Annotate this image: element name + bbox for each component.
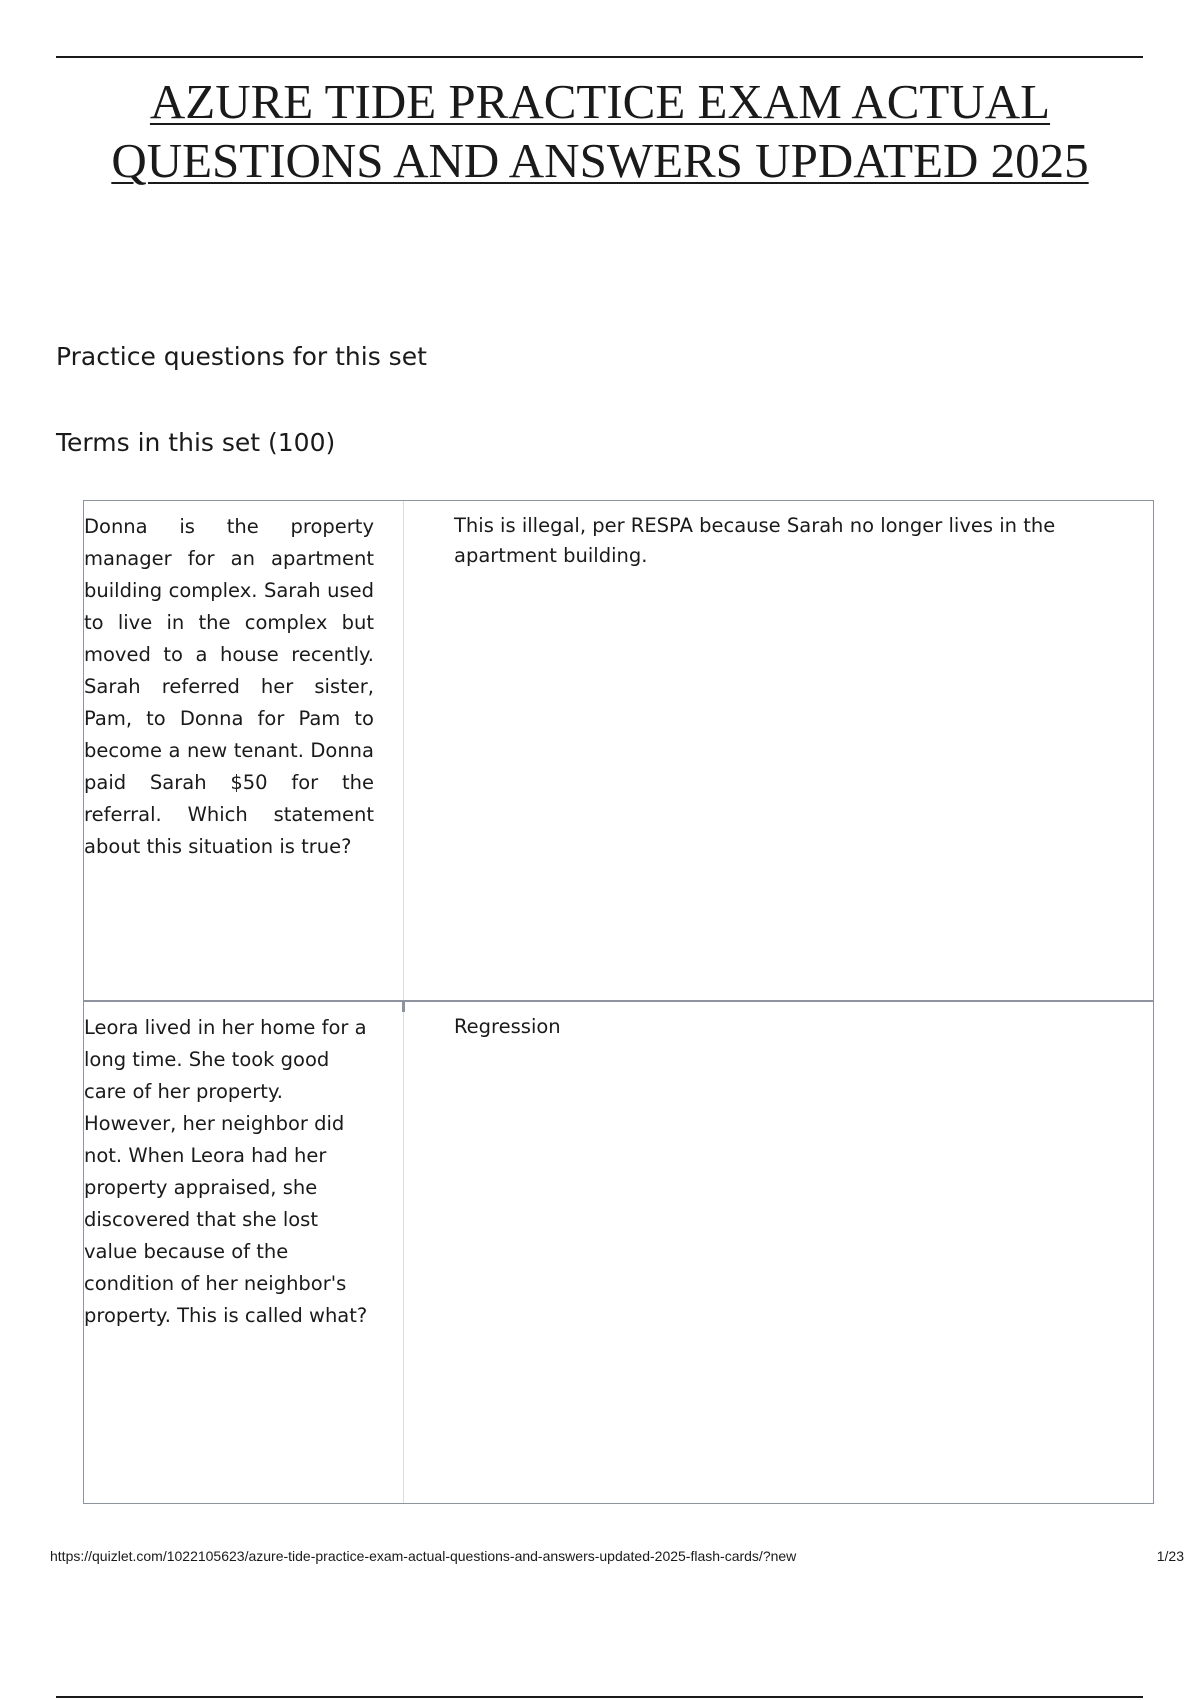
bottom-rule (56, 1696, 1143, 1698)
title-line-1: AZURE TIDE PRACTICE EXAM ACTUAL (149, 74, 1051, 129)
terms-count-heading: Terms in this set (100) (56, 428, 336, 457)
practice-questions-heading: Practice questions for this set (56, 342, 427, 371)
flashcard-definition: This is illegal, per RESPA because Sarah no longer lives in the apartment building. (454, 514, 1056, 567)
flashcard-row (84, 1002, 1153, 1505)
flashcard-row (84, 501, 1153, 1002)
flashcard-table (83, 500, 1154, 1504)
title-line-2: QUESTIONS AND ANSWERS UPDATED 2025 (111, 133, 1089, 188)
document-title (0, 72, 1200, 190)
footer-page-number: 1/23 (1156, 1548, 1184, 1564)
top-rule (56, 56, 1143, 58)
footer-url: https://quizlet.com/1022105623/azure-tide-practice-exam-actual-questions-and-answers-updated-2025-flash-cards/?new (50, 1548, 797, 1564)
flashcard-term: Donna is the property manager for an apartment building complex. Sarah used to live in the complex but moved to a house recently. Sarah referred her sister, Pam, to Donna for Pam to become a new tenant. Donna paid Sarah $50 for the referral. Which statement about this situation is true? (84, 515, 374, 858)
flashcard-definition: Regression (454, 1015, 561, 1038)
flashcard-term: Leora lived in her home for a long time. She took good care of her property. However, her neighbor did not. When Leora had her property appraised, she discovered that she lost value because of the condition of her neighbor's property. This is called what? (84, 1016, 368, 1327)
